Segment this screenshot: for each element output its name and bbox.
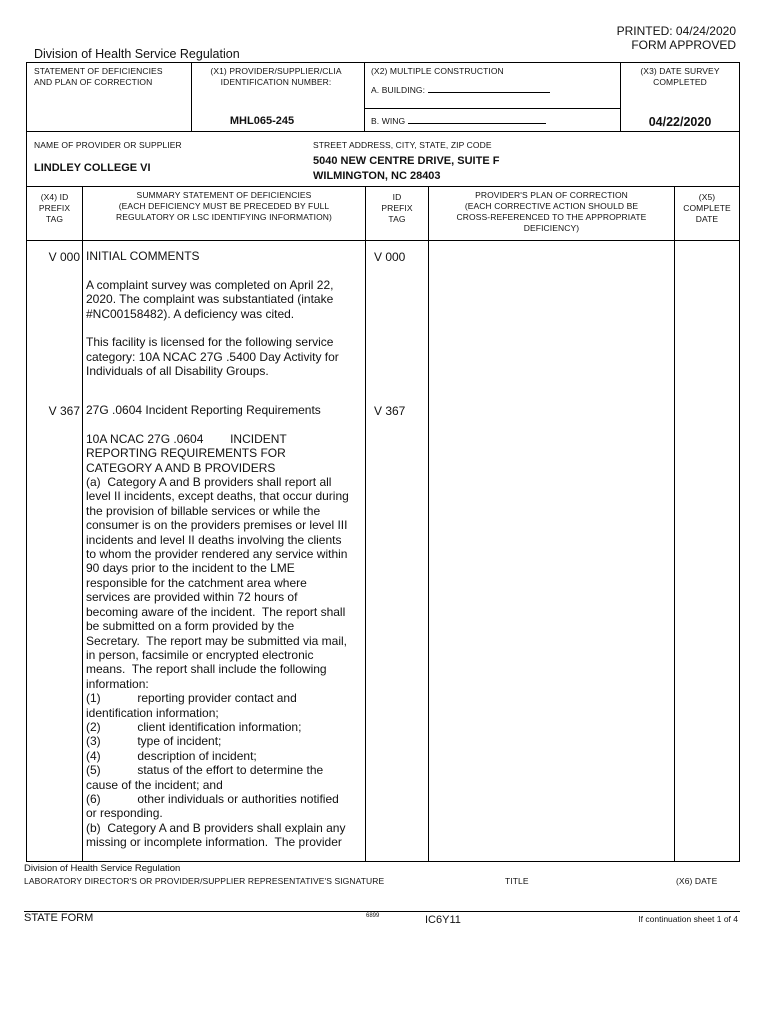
address-label: STREET ADDRESS, CITY, STATE, ZIP CODE	[313, 140, 492, 150]
survey-completed-date: 04/22/2020	[648, 115, 712, 129]
x1-label: (X1) PROVIDER/SUPPLIER/CLIA IDENTIFICATION NUMBER:	[210, 66, 342, 87]
col-summary-header: SUMMARY STATEMENT OF DEFICIENCIES (EACH DEFICIENCY MUST BE PRECEDED BY FULL REGULATORY OR LSC IDENTIFYING INFORMATION)	[116, 190, 332, 222]
entry-text-v367: 27G .0604 Incident Reporting Requirements 10A NCAC 27G .0604 INCIDENT REPORTING REQUIREMENTS FOR CATEGORY A AND B PROVIDERS (a) Category A and B providers shall report all level II incidents, except deaths, that occur during the provision of billable services or while the consumer is on the providers premises or level III incidents and level II deaths involving the clients to whom the provider rendered any service within 90 days prior to the incident to the LME responsible for the catchment area where services are provided within 72 hours of becoming aware of the incident. The report shall be submitted on a form provided by the Secretary. The report may be submitted via mail, in person, facsimile or encrypted electronic means. The report shall include the following information: (1) reporting provider contact and identification information; (2) client identification information; (3) type of incident; (4) description of incident; (5) status of the effort to determine the cause of the incident; and (6) other individuals or authorities notified or responding. (b) Category A and B providers shall explain any missing or incomplete information. The provider	[86, 403, 349, 850]
printed-date: PRINTED: 04/24/2020	[616, 24, 736, 38]
x6-date-label: (X6) DATE	[676, 876, 718, 886]
x2-label: (X2) MULTIPLE CONSTRUCTION	[371, 66, 504, 76]
col-x4-header: (X4) ID PREFIX TAG	[38, 192, 71, 224]
entry-id-tag-v000: V 000	[374, 250, 406, 264]
wing-label: B. WING	[371, 116, 406, 126]
form-number: 6899	[366, 913, 380, 919]
state-form-label: STATE FORM	[24, 912, 94, 924]
col-plan-header: PROVIDER'S PLAN OF CORRECTION (EACH CORRECTIVE ACTION SHOULD BE CROSS-REFERENCED TO THE APPROPRIATE DEFICIENCY)	[456, 190, 647, 233]
entry-text-v000: INITIAL COMMENTS A complaint survey was completed on April 22, 2020. The complaint was substantiated (intake #NC00158482). A deficiency was cited. This facility is licensed for the following service category: 10A NCAC 27G .5400 Day Activity for Individuals of all Disability Groups.	[86, 249, 339, 379]
x3-label: (X3) DATE SURVEY COMPLETED	[640, 66, 720, 87]
continuation-sheet: If continuation sheet 1 of 4	[638, 914, 738, 924]
entry-tag-v000: V 000	[48, 250, 80, 264]
footer-division: Division of Health Service Regulation	[24, 863, 181, 874]
building-label: A. BUILDING:	[371, 85, 426, 95]
address-line2: WILMINGTON, NC 28403	[313, 170, 441, 182]
provider-id-number: MHL065-245	[229, 115, 295, 127]
col-id-header: ID PREFIX TAG	[381, 192, 413, 224]
address-line1: 5040 NEW CENTRE DRIVE, SUITE F	[313, 155, 500, 167]
statement-label: STATEMENT OF DEFICIENCIES AND PLAN OF CORRECTION	[34, 66, 163, 87]
frame-top	[26, 62, 740, 63]
provider-name-label: NAME OF PROVIDER OR SUPPLIER	[34, 140, 182, 150]
wing-blank	[408, 114, 546, 124]
signature-label: LABORATORY DIRECTOR'S OR PROVIDER/SUPPLIER REPRESENTATIVE'S SIGNATURE	[24, 876, 385, 886]
building-blank	[428, 83, 550, 93]
frame-left	[26, 62, 27, 862]
frame-right	[739, 62, 740, 862]
form-approved: FORM APPROVED	[631, 38, 736, 52]
entry-tag-v367: V 367	[48, 404, 80, 418]
provider-name: LINDLEY COLLEGE VI	[34, 162, 151, 174]
title-label: TITLE	[505, 876, 529, 886]
event-id: IC6Y11	[425, 914, 461, 926]
col-x5-header: (X5) COMPLETE DATE	[683, 192, 731, 224]
entry-id-tag-v367: V 367	[374, 404, 406, 418]
division-title: Division of Health Service Regulation	[34, 47, 240, 61]
